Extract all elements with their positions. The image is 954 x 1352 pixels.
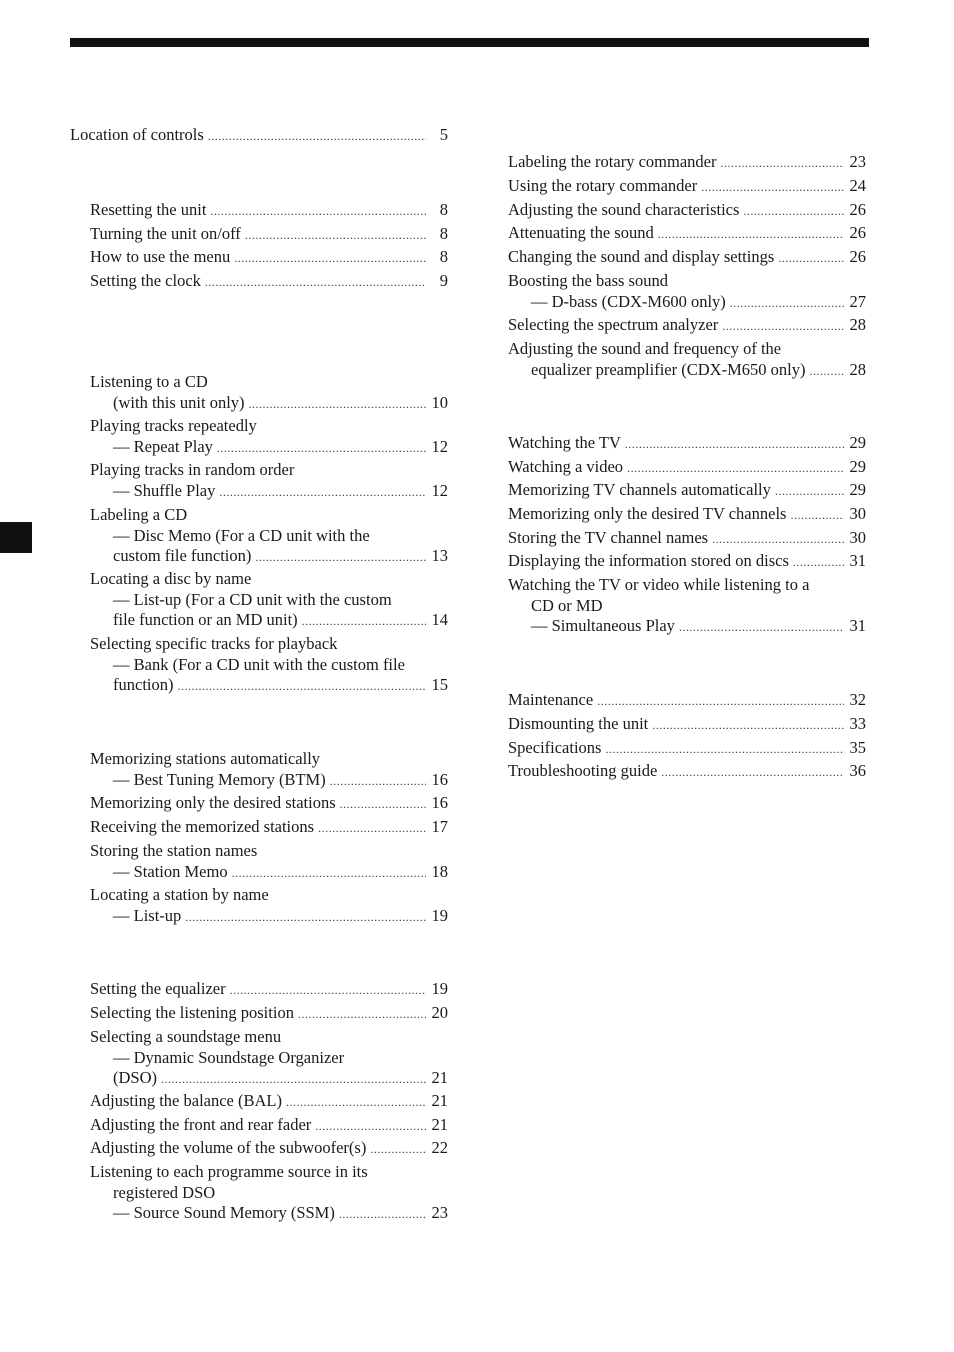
dot-leader xyxy=(712,529,844,549)
toc-entry xyxy=(70,1003,448,1024)
toc-entry xyxy=(508,176,866,197)
toc-entry-title: registered DSO xyxy=(113,1182,216,1202)
toc-page-number: 35 xyxy=(849,738,866,757)
toc-entry xyxy=(508,315,866,336)
toc-entry xyxy=(508,457,866,478)
toc-entry-title: — Repeat Play xyxy=(113,436,213,456)
toc-entry xyxy=(508,271,866,312)
dot-leader xyxy=(730,293,844,313)
toc-entry-title: Using the rotary commander xyxy=(508,176,698,195)
toc-entry-title: — Shuffle Play xyxy=(113,480,216,500)
toc-entry xyxy=(70,1091,448,1112)
dot-leader xyxy=(315,1116,426,1136)
toc-entry-title: (DSO) xyxy=(113,1068,157,1087)
toc-page-number: 28 xyxy=(849,359,866,379)
toc-entry-title: How to use the menu xyxy=(90,247,231,266)
toc-entry xyxy=(70,569,448,631)
toc-entry-title: Watching a video xyxy=(508,457,624,476)
toc-entry-title: Memorizing only the desired stations xyxy=(90,793,336,812)
toc-entry xyxy=(70,885,448,926)
dot-leader xyxy=(652,715,844,735)
toc-entry xyxy=(508,575,866,637)
dot-leader xyxy=(255,547,426,567)
toc-entry-title: Setting the equalizer xyxy=(90,979,226,998)
toc-page-number: 5 xyxy=(439,125,448,144)
toc-page-number: 31 xyxy=(849,551,866,570)
toc-page-number: 31 xyxy=(849,616,866,635)
dot-leader xyxy=(232,863,426,883)
toc-page-number: 15 xyxy=(431,675,448,694)
toc-entry-title: Storing the TV channel names xyxy=(508,528,709,547)
toc-page-number: 33 xyxy=(849,714,866,733)
dot-leader xyxy=(245,225,426,245)
dot-leader xyxy=(627,458,844,478)
toc-entry xyxy=(70,793,448,814)
dot-leader xyxy=(318,818,426,838)
toc-entry-title: — Station Memo xyxy=(113,861,228,881)
dot-leader xyxy=(177,676,426,696)
toc-entry-title: Selecting the spectrum analyzer xyxy=(508,315,719,334)
toc-page-number: 12 xyxy=(431,436,448,456)
toc-entry-title: Playing tracks in random order xyxy=(90,460,295,479)
toc-entry-title: Storing the station names xyxy=(90,841,258,860)
toc-page-number: 24 xyxy=(849,176,866,195)
toc-entry-title: Resetting the unit xyxy=(90,200,207,219)
toc-page-number: 27 xyxy=(849,291,866,311)
toc-entry xyxy=(508,247,866,268)
toc-entry-title: Selecting the listening position xyxy=(90,1003,294,1022)
toc-page-number: 8 xyxy=(439,224,448,243)
toc-page-number: 21 xyxy=(431,1115,448,1134)
toc-page-number: 8 xyxy=(439,247,448,266)
toc-entry xyxy=(70,841,448,882)
dot-leader xyxy=(286,1092,426,1112)
toc-entry xyxy=(70,634,448,696)
toc-entry-title: — Dynamic Soundstage Organizer xyxy=(113,1047,345,1067)
toc-entry xyxy=(508,433,866,454)
toc-page-number: 14 xyxy=(431,610,448,629)
toc-entry-title: Receiving the memorized stations xyxy=(90,817,315,836)
toc-entry-title: — List-up xyxy=(113,905,182,925)
dot-leader xyxy=(302,611,426,631)
dot-leader xyxy=(793,552,844,572)
dot-leader xyxy=(701,177,844,197)
toc-entry-title: Locating a station by name xyxy=(90,885,269,904)
toc-entry-title: — Simultaneous Play xyxy=(531,616,675,635)
toc-page-number: 10 xyxy=(431,392,448,412)
toc-entry-title: Watching the TV xyxy=(508,433,621,452)
toc-entry-title: Labeling a CD xyxy=(90,505,188,524)
toc-page-number: 12 xyxy=(431,480,448,500)
toc-entry xyxy=(508,223,866,244)
toc-entry-title: Changing the sound and display settings xyxy=(508,247,775,266)
toc-entry xyxy=(70,505,448,567)
toc-entry-title: Maintenance xyxy=(508,690,594,709)
toc-page-number: 21 xyxy=(431,1091,448,1110)
dot-leader xyxy=(249,394,426,414)
dot-leader xyxy=(743,201,844,221)
toc-entry xyxy=(70,416,448,457)
dot-leader xyxy=(679,617,844,637)
toc-entry xyxy=(70,200,448,221)
toc-page-number: 21 xyxy=(431,1068,448,1087)
toc-entry-title: Memorizing only the desired TV channels xyxy=(508,504,787,523)
toc-entry xyxy=(508,528,866,549)
toc-entry-title: Adjusting the volume of the subwoofer(s) xyxy=(90,1138,367,1157)
dot-leader xyxy=(370,1139,426,1159)
dot-leader xyxy=(210,201,426,221)
toc-entry xyxy=(508,551,866,572)
toc-entry-title: Memorizing TV channels automatically xyxy=(508,480,771,499)
toc-entry xyxy=(70,1027,448,1089)
toc-entry-title: Selecting a soundstage menu xyxy=(90,1027,282,1046)
dot-leader xyxy=(790,505,844,525)
toc-entry xyxy=(508,738,866,759)
toc-page-number: 26 xyxy=(849,200,866,219)
toc-page-number: 32 xyxy=(849,690,866,709)
toc-entry-title: Adjusting the balance (BAL) xyxy=(90,1091,282,1110)
dot-leader xyxy=(339,1204,426,1224)
toc-page-number: 26 xyxy=(849,223,866,242)
toc-page-number: 28 xyxy=(849,315,866,334)
toc-page-number: 22 xyxy=(431,1138,448,1157)
dot-leader xyxy=(778,248,844,268)
toc-entry-title: — Bank (For a CD unit with the custom file xyxy=(113,654,405,674)
toc-entry-title: custom file function) xyxy=(113,546,252,565)
toc-entry-title: Boosting the bass sound xyxy=(508,271,668,290)
toc-page-number: 19 xyxy=(431,905,448,925)
toc-page-number: 16 xyxy=(431,793,448,812)
toc-entry-title: — Disc Memo (For a CD unit with the xyxy=(113,525,370,545)
toc-entry-title: Adjusting the front and rear fader xyxy=(90,1115,312,1134)
toc-entry-title: function) xyxy=(113,675,174,694)
toc-page-number: 30 xyxy=(849,504,866,523)
toc-entry-title: Location of controls xyxy=(70,125,204,144)
dot-leader xyxy=(219,482,426,502)
toc-entry xyxy=(508,152,866,173)
dot-leader xyxy=(185,907,426,927)
toc-entry xyxy=(70,460,448,501)
toc-page-number: 20 xyxy=(431,1003,448,1022)
dot-leader xyxy=(205,272,426,292)
toc-page-number: 13 xyxy=(431,546,448,565)
toc-entry xyxy=(70,979,448,1000)
toc-entry-title: Adjusting the sound characteristics xyxy=(508,200,740,219)
toc-page-number: 19 xyxy=(431,979,448,998)
toc-entry xyxy=(70,224,448,245)
toc-entry-title: — List-up (For a CD unit with the custom xyxy=(113,589,392,609)
toc-page-number: 26 xyxy=(849,247,866,266)
dot-leader xyxy=(809,361,844,381)
dot-leader xyxy=(330,771,426,791)
toc-entry-title: CD or MD xyxy=(531,595,603,615)
toc-entry xyxy=(508,761,866,782)
toc-page-number: 17 xyxy=(431,817,448,836)
dot-leader xyxy=(775,481,844,501)
side-tab-marker xyxy=(0,522,32,553)
toc-entry xyxy=(508,339,866,380)
toc-page-number: 9 xyxy=(439,271,448,290)
toc-entry-title: Adjusting the sound and frequency of the xyxy=(508,339,782,358)
dot-leader xyxy=(661,762,844,782)
toc-entry xyxy=(70,1115,448,1136)
toc-entry-title: — Source Sound Memory (SSM) xyxy=(113,1203,335,1222)
toc-entry-title: Watching the TV or video while listening to a xyxy=(508,575,810,594)
toc-entry-title: Playing tracks repeatedly xyxy=(90,416,257,435)
toc-entry-title: equalizer preamplifier (CDX-M650 only) xyxy=(531,359,806,379)
toc-entry-title: Selecting specific tracks for playback xyxy=(90,634,338,653)
toc-page-number: 18 xyxy=(431,861,448,881)
toc-entry-title: Listening to each programme source in its xyxy=(90,1162,368,1181)
toc-entry-title: Locating a disc by name xyxy=(90,569,252,588)
dot-leader xyxy=(234,248,426,268)
toc-page-number: 8 xyxy=(439,200,448,219)
toc-entry-title: Dismounting the unit xyxy=(508,714,649,733)
toc-entry xyxy=(70,1162,448,1224)
dot-leader xyxy=(340,794,426,814)
toc-entry xyxy=(508,480,866,501)
toc-entry-title: Listening to a CD xyxy=(90,372,208,391)
dot-leader xyxy=(298,1004,426,1024)
toc-entry xyxy=(508,690,866,711)
toc-entry xyxy=(508,200,866,221)
toc-page-number: 16 xyxy=(431,769,448,789)
toc-entry xyxy=(508,714,866,735)
toc-entry-title: Turning the unit on/off xyxy=(90,224,241,243)
toc-page-number: 29 xyxy=(849,480,866,499)
dot-leader xyxy=(658,224,844,244)
dot-leader xyxy=(597,691,844,711)
toc-entry-title: Specifications xyxy=(508,738,602,757)
toc-entry xyxy=(70,271,448,292)
dot-leader xyxy=(208,126,426,146)
toc-page-number: 36 xyxy=(849,761,866,780)
toc-entry xyxy=(70,749,448,790)
toc-entry-title: Labeling the rotary commander xyxy=(508,152,717,171)
toc-entry-title: — D-bass (CDX-M600 only) xyxy=(531,291,726,311)
dot-leader xyxy=(605,739,844,759)
toc-entry-title: Displaying the information stored on discs xyxy=(508,551,789,570)
dot-leader xyxy=(625,434,844,454)
dot-leader xyxy=(720,153,844,173)
dot-leader xyxy=(217,438,426,458)
toc-entry xyxy=(70,125,448,146)
toc-entry-title: (with this unit only) xyxy=(113,392,245,412)
toc-page-number: 23 xyxy=(431,1203,448,1222)
toc-entry xyxy=(70,817,448,838)
toc-page-number: 29 xyxy=(849,433,866,452)
toc-entry-title: Memorizing stations automatically xyxy=(90,749,321,768)
dot-leader xyxy=(722,316,844,336)
toc-entry-title: Troubleshooting guide xyxy=(508,761,658,780)
dot-leader xyxy=(161,1069,426,1089)
dot-leader xyxy=(230,980,426,1000)
toc-entry xyxy=(70,372,448,413)
toc-page-number: 29 xyxy=(849,457,866,476)
toc-page-number: 23 xyxy=(849,152,866,171)
toc-entry-title: Setting the clock xyxy=(90,271,201,290)
toc-entry-title: file function or an MD unit) xyxy=(113,610,298,629)
toc-entry xyxy=(508,504,866,525)
toc-entry xyxy=(70,247,448,268)
toc-entry xyxy=(70,1138,448,1159)
top-rule xyxy=(70,38,869,47)
toc-entry-title: Attenuating the sound xyxy=(508,223,654,242)
toc-page-number: 30 xyxy=(849,528,866,547)
toc-entry-title: — Best Tuning Memory (BTM) xyxy=(113,769,326,789)
